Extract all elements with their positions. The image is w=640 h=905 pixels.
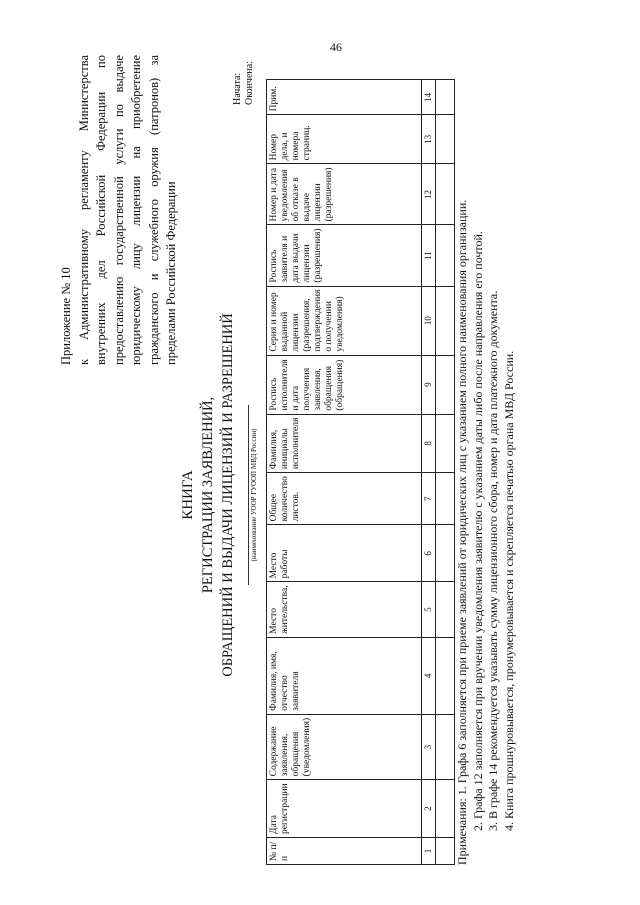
blank-cell — [436, 164, 455, 225]
note-3: 3. В графе 14 рекомендуется указывать сумму лицензионного сбора, номер и дата платежного документа. — [486, 290, 500, 831]
column-number: 5 — [422, 582, 436, 637]
column-number: 10 — [422, 286, 436, 355]
page-number: 46 — [330, 40, 342, 54]
blank-cell — [436, 225, 455, 286]
column-number: 7 — [422, 473, 436, 525]
blank-cell — [436, 355, 455, 414]
appendix-title: Приложение № 10 — [59, 267, 73, 365]
blank-cell — [436, 525, 455, 582]
header-cell-applicant-signature: Роспись заявителя и дата выдачи лицензии (разрешения) — [267, 225, 422, 286]
book-title-line2: РЕГИСТРАЦИИ ЗАЯВЛЕНИЙ, — [200, 396, 216, 594]
header-cell-residence: Место жительства, — [267, 582, 422, 637]
registration-table — [266, 79, 455, 865]
header-cell-name: Фамилия, имя, отчество заявителя — [267, 637, 422, 714]
blank-cell — [436, 115, 455, 164]
column-number: 8 — [422, 414, 436, 472]
ended-label: Окончена: — [244, 61, 255, 105]
column-number: 2 — [422, 780, 436, 838]
column-number: 14 — [422, 80, 436, 115]
blank-cell — [436, 80, 455, 115]
table-blank-row — [436, 80, 455, 865]
blank-cell — [436, 780, 455, 838]
blank-cell — [436, 637, 455, 714]
header-cell-case-number: Номер дела, и номера страниц. — [267, 115, 422, 164]
book-title-line3: ОБРАЩЕНИЙ И ВЫДАЧИ ЛИЦЕНЗИЙ И РАЗРЕШЕНИЙ — [220, 313, 236, 677]
header-cell-date: Дата регистрации — [267, 780, 422, 838]
header-cell-license-series: Серия и номер выданной лицензии (разрешения, подтверждения о получении уведомления) — [267, 286, 422, 355]
blank-cell — [436, 838, 455, 865]
column-number: 1 — [422, 838, 436, 865]
book-title-line1: КНИГА — [180, 470, 196, 520]
table-number-row — [422, 80, 436, 865]
header-cell-refusal: Номер и дата уведомления об отказе в выдаче лицензии (разрешения) — [267, 164, 422, 225]
notes-block — [455, 60, 517, 865]
table-header-row — [267, 80, 422, 865]
header-cell-num: № п/п — [267, 838, 422, 865]
blank-cell — [436, 473, 455, 525]
note-1: Примечания: 1. Графа 6 заполняется при приеме заявлений от юридических лиц с указанием полного наименования организации. — [455, 199, 469, 865]
header-cell-executor: Фамилия, инициалы исполнителя — [267, 414, 422, 472]
column-number: 4 — [422, 637, 436, 714]
book-caption: (наименование УООР ГУООП МВД России) — [248, 405, 258, 585]
blank-cell — [436, 414, 455, 472]
column-number: 11 — [422, 225, 436, 286]
header-cell-executor-signature: Роспись исполнителя и дата получения заявления, обращения (обращения) — [267, 355, 422, 414]
column-number: 12 — [422, 164, 436, 225]
begun-label: Начата: — [232, 72, 243, 105]
appendix-text: к Административному регламенту Министерства внутренних дел Российской Федерации по предоставлению государственной услуги по выдаче юридическому лицу лицензии на приобретение гражданского и служебного оружия (патронов) за пределами Российской Федерации — [76, 55, 178, 365]
header-cell-content: Содержание заявления, обращения (уведомления) — [267, 714, 422, 780]
note-4: 4. Книга прошнуровывается, пронумеровывается и скрепляется печатью органа МВД России. — [501, 350, 516, 831]
header-cell-note: Прим. — [267, 80, 422, 115]
book-title — [178, 125, 238, 865]
blank-cell — [436, 714, 455, 780]
header-cell-sheets: Общее количество листов. — [267, 473, 422, 525]
appendix-block — [58, 55, 181, 365]
blank-cell — [436, 286, 455, 355]
rotated-page-content — [40, 40, 580, 865]
column-number: 13 — [422, 115, 436, 164]
column-number: 6 — [422, 525, 436, 582]
header-cell-work: Место работы — [267, 525, 422, 582]
note-2: 2. Графа 12 заполняется при вручении уведомления заявителю с указанием даты либо после направления его почтой. — [470, 231, 485, 831]
column-number: 9 — [422, 355, 436, 414]
blank-cell — [436, 582, 455, 637]
column-number: 3 — [422, 714, 436, 780]
